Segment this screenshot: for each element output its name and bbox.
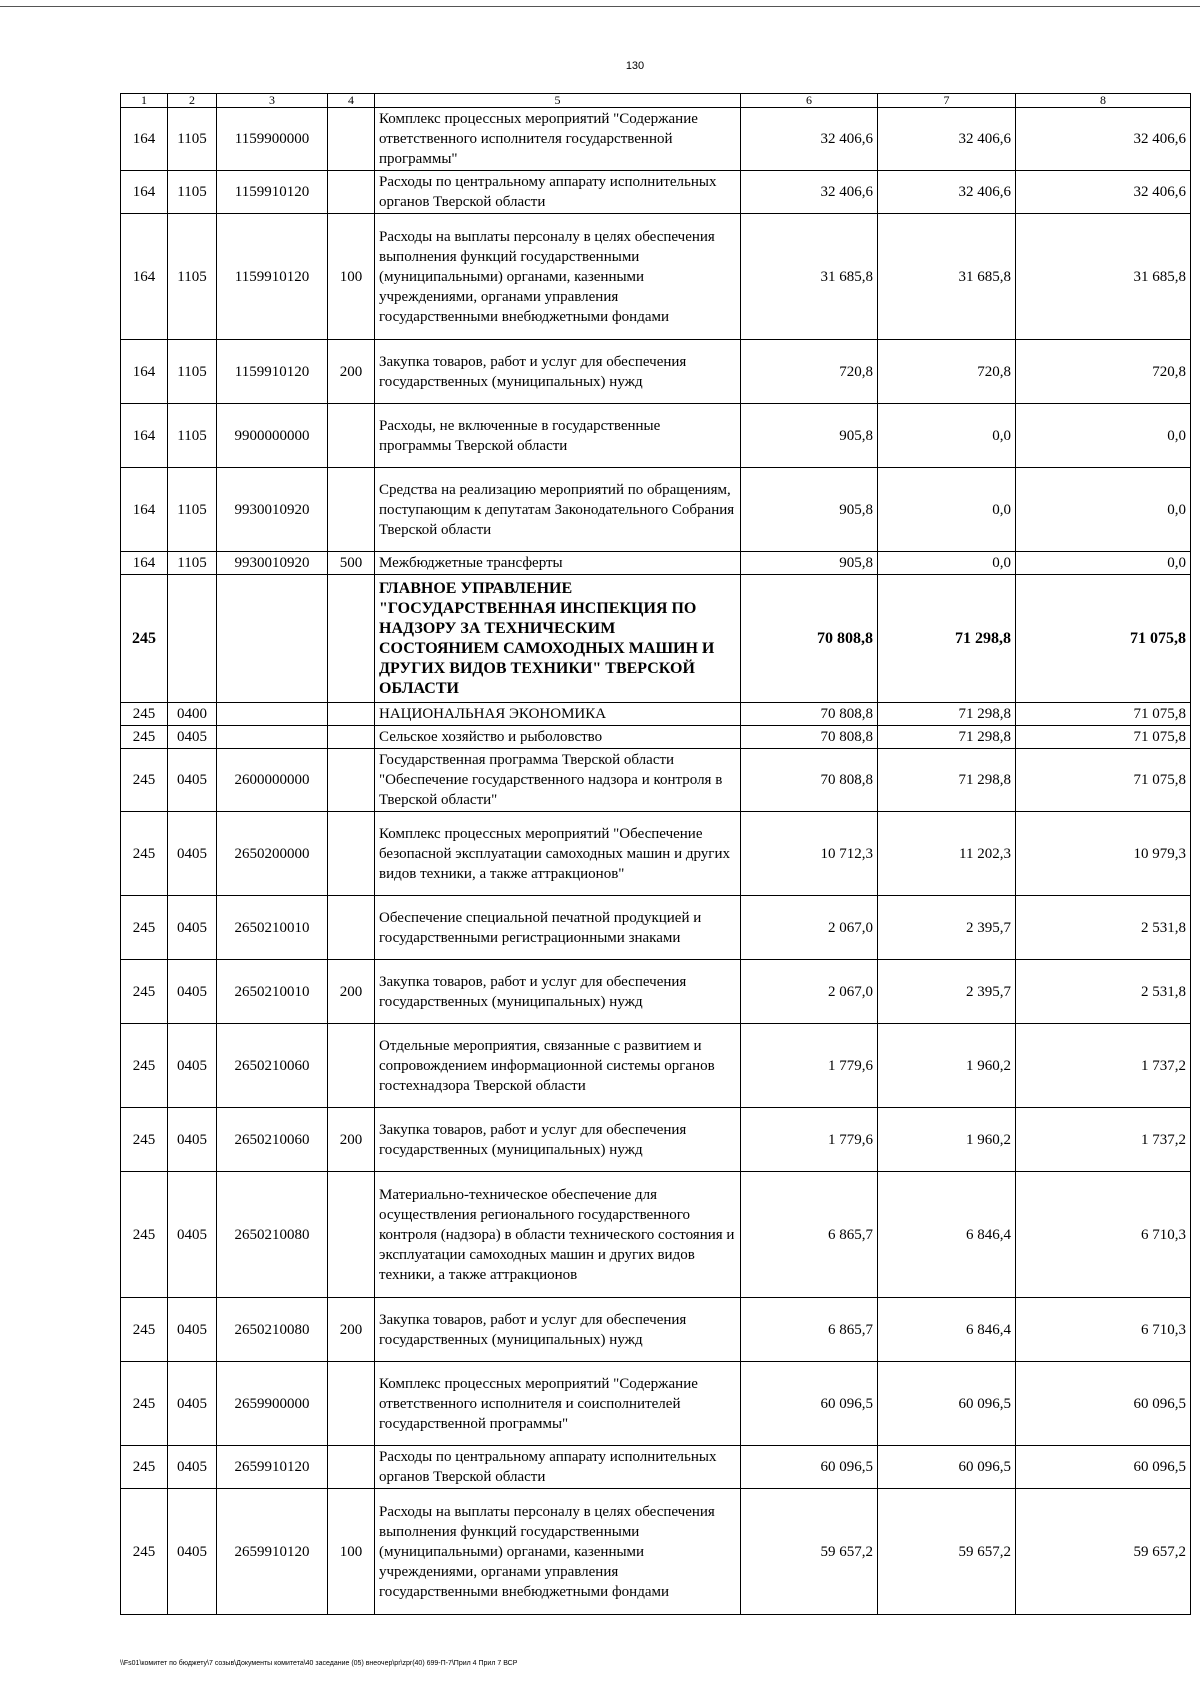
cell-target-article: 2659910120 — [217, 1446, 328, 1489]
cell-amount-col8: 720,8 — [1016, 340, 1191, 404]
top-rule — [0, 6, 1200, 7]
cell-description: Расходы по центральному аппарату исполнительных органов Тверской области — [375, 1446, 741, 1489]
table-row — [121, 575, 1191, 703]
cell-amount-col7: 71 298,8 — [878, 726, 1016, 749]
cell-ministry-code: 245 — [121, 960, 168, 1024]
cell-description: Сельское хозяйство и рыболовство — [375, 726, 741, 749]
cell-description: ГЛАВНОЕ УПРАВЛЕНИЕ "ГОСУДАРСТВЕННАЯ ИНСПЕКЦИЯ ПО НАДЗОРУ ЗА ТЕХНИЧЕСКИМ СОСТОЯНИЕМ САМОХОДНЫХ МАШИН И ДРУГИХ ВИДОВ ТЕХНИКИ" ТВЕРСКОЙ ОБЛАСТИ — [375, 575, 741, 703]
cell-section-code: 1105 — [168, 404, 217, 468]
table-row — [121, 749, 1191, 812]
cell-section-code: 0405 — [168, 749, 217, 812]
cell-amount-col7: 60 096,5 — [878, 1362, 1016, 1446]
cell-expense-type — [328, 1172, 375, 1298]
cell-expense-type — [328, 749, 375, 812]
cell-description: НАЦИОНАЛЬНАЯ ЭКОНОМИКА — [375, 703, 741, 726]
cell-target-article: 9900000000 — [217, 404, 328, 468]
column-header: 5 — [375, 94, 741, 108]
cell-ministry-code: 164 — [121, 214, 168, 340]
column-header: 6 — [741, 94, 878, 108]
cell-ministry-code: 245 — [121, 726, 168, 749]
cell-description: Закупка товаров, работ и услуг для обеспечения государственных (муниципальных) нужд — [375, 1298, 741, 1362]
cell-amount-col6: 60 096,5 — [741, 1362, 878, 1446]
cell-target-article: 2659900000 — [217, 1362, 328, 1446]
cell-amount-col8: 0,0 — [1016, 468, 1191, 552]
cell-amount-col7: 31 685,8 — [878, 214, 1016, 340]
cell-amount-col8: 1 737,2 — [1016, 1024, 1191, 1108]
cell-description: Материально-техническое обеспечение для осуществления регионального государственного контроля (надзора) в области технического состояния и эксплуатации самоходных машин и других видов техники, а также аттракционов — [375, 1172, 741, 1298]
cell-ministry-code: 245 — [121, 703, 168, 726]
cell-amount-col6: 70 808,8 — [741, 575, 878, 703]
cell-section-code: 1105 — [168, 340, 217, 404]
table-row — [121, 812, 1191, 896]
table-row — [121, 1446, 1191, 1489]
cell-expense-type — [328, 575, 375, 703]
cell-amount-col8: 2 531,8 — [1016, 896, 1191, 960]
column-header: 1 — [121, 94, 168, 108]
cell-target-article: 2650210010 — [217, 896, 328, 960]
cell-amount-col7: 59 657,2 — [878, 1489, 1016, 1615]
cell-amount-col6: 720,8 — [741, 340, 878, 404]
cell-section-code: 0405 — [168, 1172, 217, 1298]
table-row — [121, 1172, 1191, 1298]
cell-amount-col8: 6 710,3 — [1016, 1172, 1191, 1298]
table-row — [121, 896, 1191, 960]
cell-expense-type: 200 — [328, 960, 375, 1024]
cell-section-code: 0400 — [168, 703, 217, 726]
cell-amount-col6: 32 406,6 — [741, 108, 878, 171]
cell-ministry-code: 245 — [121, 1024, 168, 1108]
cell-section-code: 0405 — [168, 1298, 217, 1362]
cell-description: Закупка товаров, работ и услуг для обеспечения государственных (муниципальных) нужд — [375, 1108, 741, 1172]
cell-description: Расходы на выплаты персоналу в целях обеспечения выполнения функций государственными (муниципальными) органами, казенными учреждениями, органами управления государственными внебюджетными фондами — [375, 1489, 741, 1615]
cell-section-code — [168, 575, 217, 703]
cell-amount-col6: 32 406,6 — [741, 171, 878, 214]
cell-amount-col7: 71 298,8 — [878, 749, 1016, 812]
cell-section-code: 0405 — [168, 812, 217, 896]
cell-amount-col7: 6 846,4 — [878, 1298, 1016, 1362]
cell-expense-type — [328, 726, 375, 749]
cell-target-article — [217, 575, 328, 703]
cell-amount-col6: 6 865,7 — [741, 1298, 878, 1362]
cell-amount-col7: 2 395,7 — [878, 960, 1016, 1024]
cell-section-code: 1105 — [168, 468, 217, 552]
cell-description: Межбюджетные трансферты — [375, 552, 741, 575]
cell-amount-col6: 6 865,7 — [741, 1172, 878, 1298]
cell-description: Расходы по центральному аппарату исполнительных органов Тверской области — [375, 171, 741, 214]
table-row — [121, 108, 1191, 171]
cell-amount-col8: 59 657,2 — [1016, 1489, 1191, 1615]
cell-amount-col6: 1 779,6 — [741, 1108, 878, 1172]
cell-section-code: 0405 — [168, 726, 217, 749]
cell-expense-type — [328, 812, 375, 896]
table-row — [121, 171, 1191, 214]
cell-target-article: 1159910120 — [217, 171, 328, 214]
cell-amount-col6: 70 808,8 — [741, 726, 878, 749]
cell-target-article: 2600000000 — [217, 749, 328, 812]
cell-target-article: 9930010920 — [217, 468, 328, 552]
cell-amount-col8: 10 979,3 — [1016, 812, 1191, 896]
cell-amount-col6: 10 712,3 — [741, 812, 878, 896]
cell-amount-col8: 1 737,2 — [1016, 1108, 1191, 1172]
cell-expense-type — [328, 1362, 375, 1446]
table-row — [121, 703, 1191, 726]
cell-description: Государственная программа Тверской области "Обеспечение государственного надзора и контроля в Тверской области" — [375, 749, 741, 812]
table-row — [121, 214, 1191, 340]
cell-section-code: 1105 — [168, 214, 217, 340]
cell-amount-col7: 0,0 — [878, 404, 1016, 468]
table-row — [121, 468, 1191, 552]
cell-amount-col7: 2 395,7 — [878, 896, 1016, 960]
table-row — [121, 404, 1191, 468]
cell-ministry-code: 164 — [121, 340, 168, 404]
cell-ministry-code: 245 — [121, 812, 168, 896]
cell-description: Закупка товаров, работ и услуг для обеспечения государственных (муниципальных) нужд — [375, 960, 741, 1024]
cell-target-article: 1159910120 — [217, 214, 328, 340]
page-number: 130 — [625, 60, 645, 72]
cell-amount-col6: 1 779,6 — [741, 1024, 878, 1108]
cell-description: Средства на реализацию мероприятий по обращениям, поступающим к депутатам Законодательного Собрания Тверской области — [375, 468, 741, 552]
cell-expense-type — [328, 703, 375, 726]
table-row — [121, 1362, 1191, 1446]
cell-section-code: 0405 — [168, 960, 217, 1024]
cell-amount-col7: 60 096,5 — [878, 1446, 1016, 1489]
cell-ministry-code: 245 — [121, 1489, 168, 1615]
table-row — [121, 1024, 1191, 1108]
cell-target-article: 2659910120 — [217, 1489, 328, 1615]
cell-expense-type — [328, 468, 375, 552]
cell-expense-type — [328, 1446, 375, 1489]
cell-description: Закупка товаров, работ и услуг для обеспечения государственных (муниципальных) нужд — [375, 340, 741, 404]
cell-ministry-code: 245 — [121, 575, 168, 703]
column-header: 4 — [328, 94, 375, 108]
cell-amount-col7: 11 202,3 — [878, 812, 1016, 896]
cell-target-article: 2650210060 — [217, 1024, 328, 1108]
table-row — [121, 1108, 1191, 1172]
cell-amount-col7: 1 960,2 — [878, 1108, 1016, 1172]
cell-ministry-code: 164 — [121, 404, 168, 468]
cell-amount-col7: 71 298,8 — [878, 575, 1016, 703]
cell-target-article: 1159900000 — [217, 108, 328, 171]
cell-ministry-code: 245 — [121, 896, 168, 960]
column-header: 8 — [1016, 94, 1191, 108]
cell-description: Комплекс процессных мероприятий "Содержание ответственного исполнителя государственной программы" — [375, 108, 741, 171]
cell-amount-col8: 31 685,8 — [1016, 214, 1191, 340]
cell-section-code: 1105 — [168, 108, 217, 171]
cell-description: Расходы на выплаты персоналу в целях обеспечения выполнения функций государственными (муниципальными) органами, казенными учреждениями, органами управления государственными внебюджетными фондами — [375, 214, 741, 340]
cell-amount-col8: 60 096,5 — [1016, 1362, 1191, 1446]
cell-amount-col6: 2 067,0 — [741, 960, 878, 1024]
cell-description: Расходы, не включенные в государственные программы Тверской области — [375, 404, 741, 468]
cell-description: Комплекс процессных мероприятий "Содержание ответственного исполнителя и соисполнителей государственной программы" — [375, 1362, 741, 1446]
column-header: 3 — [217, 94, 328, 108]
cell-section-code: 0405 — [168, 1446, 217, 1489]
cell-amount-col6: 905,8 — [741, 404, 878, 468]
cell-section-code: 0405 — [168, 1489, 217, 1615]
cell-amount-col6: 905,8 — [741, 468, 878, 552]
cell-ministry-code: 164 — [121, 108, 168, 171]
cell-ministry-code: 245 — [121, 1172, 168, 1298]
table-row — [121, 1489, 1191, 1615]
cell-amount-col8: 32 406,6 — [1016, 108, 1191, 171]
table-row — [121, 960, 1191, 1024]
cell-ministry-code: 245 — [121, 1446, 168, 1489]
cell-amount-col8: 71 075,8 — [1016, 749, 1191, 812]
cell-section-code: 1105 — [168, 171, 217, 214]
table-row — [121, 552, 1191, 575]
cell-target-article: 9930010920 — [217, 552, 328, 575]
cell-expense-type — [328, 896, 375, 960]
cell-section-code: 0405 — [168, 896, 217, 960]
cell-expense-type — [328, 1024, 375, 1108]
cell-description: Обеспечение специальной печатной продукцией и государственными регистрационными знаками — [375, 896, 741, 960]
cell-amount-col7: 0,0 — [878, 552, 1016, 575]
cell-expense-type: 100 — [328, 214, 375, 340]
cell-amount-col7: 32 406,6 — [878, 108, 1016, 171]
cell-amount-col8: 60 096,5 — [1016, 1446, 1191, 1489]
cell-amount-col8: 6 710,3 — [1016, 1298, 1191, 1362]
cell-amount-col6: 60 096,5 — [741, 1446, 878, 1489]
table-row — [121, 340, 1191, 404]
cell-expense-type: 200 — [328, 1298, 375, 1362]
cell-amount-col6: 70 808,8 — [741, 703, 878, 726]
cell-section-code: 0405 — [168, 1108, 217, 1172]
cell-amount-col6: 905,8 — [741, 552, 878, 575]
column-number-header — [121, 94, 1191, 108]
cell-amount-col8: 71 075,8 — [1016, 575, 1191, 703]
cell-ministry-code: 245 — [121, 1108, 168, 1172]
cell-amount-col6: 70 808,8 — [741, 749, 878, 812]
cell-amount-col7: 720,8 — [878, 340, 1016, 404]
cell-amount-col7: 32 406,6 — [878, 171, 1016, 214]
cell-target-article: 2650210080 — [217, 1298, 328, 1362]
cell-target-article: 1159910120 — [217, 340, 328, 404]
column-header: 7 — [878, 94, 1016, 108]
cell-amount-col8: 71 075,8 — [1016, 703, 1191, 726]
cell-target-article: 2650210080 — [217, 1172, 328, 1298]
cell-amount-col6: 31 685,8 — [741, 214, 878, 340]
cell-ministry-code: 164 — [121, 468, 168, 552]
cell-description: Комплекс процессных мероприятий "Обеспечение безопасной эксплуатации самоходных машин и других видов техники, а также аттракционов" — [375, 812, 741, 896]
budget-table — [120, 93, 1191, 1615]
cell-expense-type: 100 — [328, 1489, 375, 1615]
cell-expense-type — [328, 108, 375, 171]
cell-amount-col8: 0,0 — [1016, 552, 1191, 575]
cell-amount-col6: 59 657,2 — [741, 1489, 878, 1615]
cell-expense-type: 500 — [328, 552, 375, 575]
cell-target-article — [217, 703, 328, 726]
cell-amount-col6: 2 067,0 — [741, 896, 878, 960]
footer-file-path: \\Fs01\комитет по бюджету\7 созыв\Документы комитета\40 заседание (05) внеочер\pr\zpr(40) 699-П-7\Прил 4 Прил 7 ВСР — [120, 1660, 518, 1667]
cell-ministry-code: 245 — [121, 1362, 168, 1446]
column-header: 2 — [168, 94, 217, 108]
cell-amount-col8: 71 075,8 — [1016, 726, 1191, 749]
cell-amount-col7: 1 960,2 — [878, 1024, 1016, 1108]
cell-target-article: 2650210060 — [217, 1108, 328, 1172]
cell-amount-col7: 6 846,4 — [878, 1172, 1016, 1298]
cell-amount-col7: 71 298,8 — [878, 703, 1016, 726]
cell-ministry-code: 164 — [121, 552, 168, 575]
cell-target-article: 2650210010 — [217, 960, 328, 1024]
cell-amount-col7: 0,0 — [878, 468, 1016, 552]
cell-target-article: 2650200000 — [217, 812, 328, 896]
cell-target-article — [217, 726, 328, 749]
cell-amount-col8: 2 531,8 — [1016, 960, 1191, 1024]
cell-expense-type — [328, 404, 375, 468]
table-row — [121, 1298, 1191, 1362]
table-body — [121, 108, 1191, 1615]
cell-amount-col8: 0,0 — [1016, 404, 1191, 468]
cell-section-code: 0405 — [168, 1362, 217, 1446]
cell-section-code: 1105 — [168, 552, 217, 575]
cell-expense-type: 200 — [328, 1108, 375, 1172]
cell-ministry-code: 245 — [121, 749, 168, 812]
cell-ministry-code: 245 — [121, 1298, 168, 1362]
cell-ministry-code: 164 — [121, 171, 168, 214]
table-row — [121, 726, 1191, 749]
cell-expense-type: 200 — [328, 340, 375, 404]
cell-description: Отдельные мероприятия, связанные с развитием и сопровождением информационной системы органов гостехнадзора Тверской области — [375, 1024, 741, 1108]
cell-section-code: 0405 — [168, 1024, 217, 1108]
cell-expense-type — [328, 171, 375, 214]
cell-amount-col8: 32 406,6 — [1016, 171, 1191, 214]
